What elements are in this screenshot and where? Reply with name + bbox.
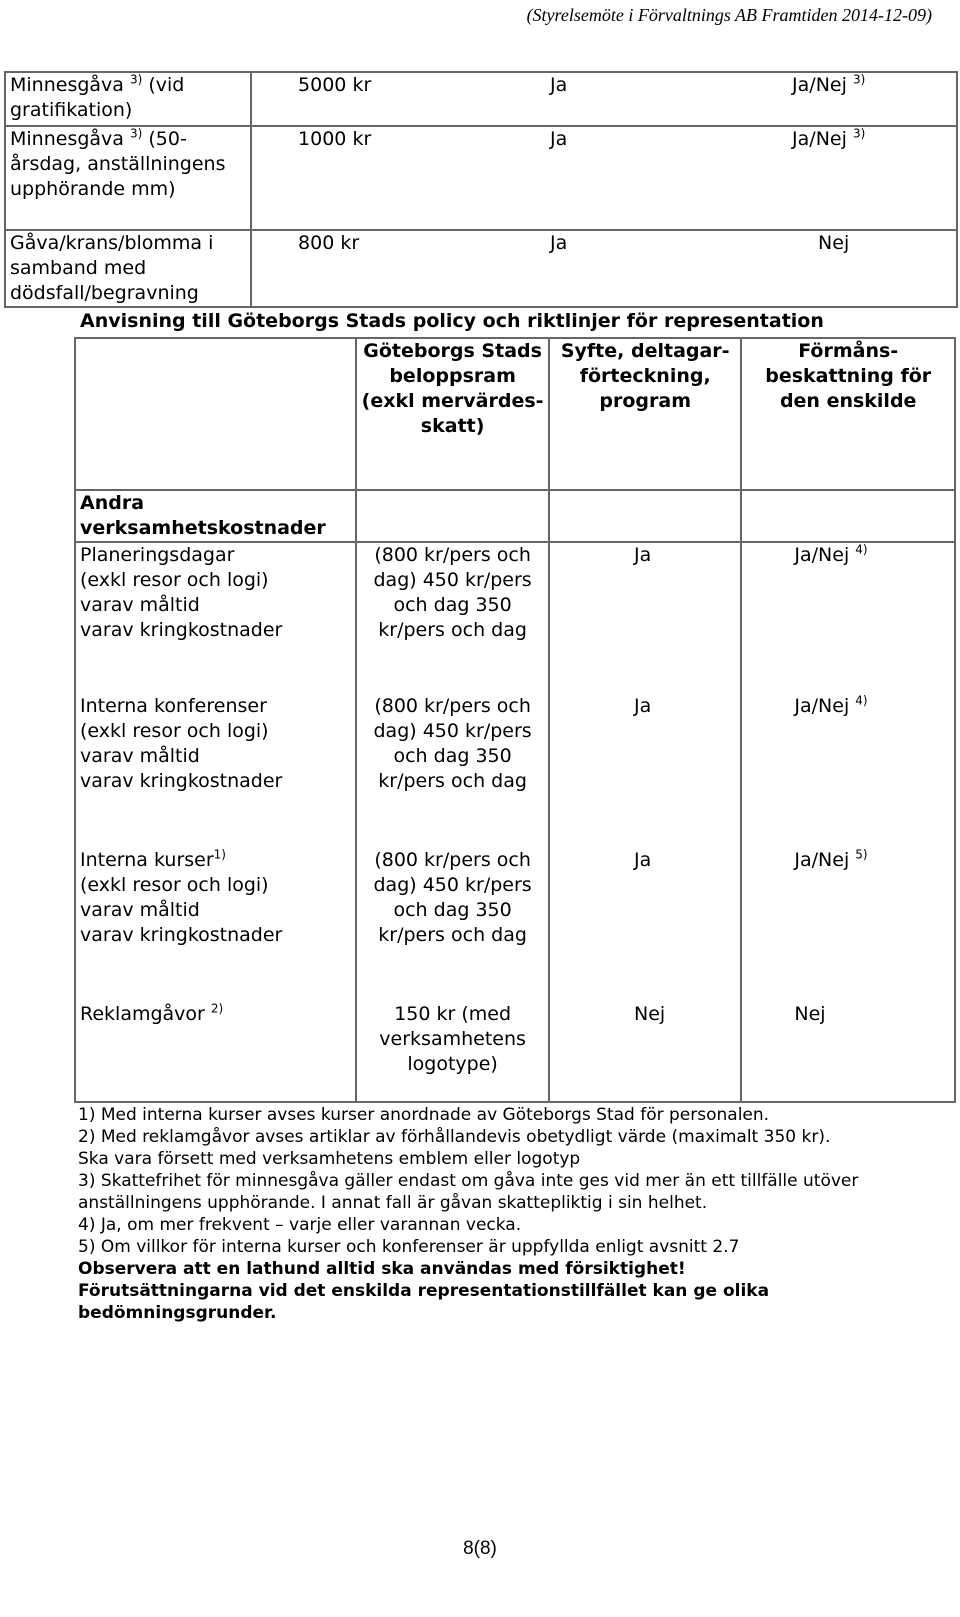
footnote: 2) Med reklamgåvor avses artiklar av förhållandevis obetydligt värde (maximalt 350 kr). [78, 1127, 831, 1147]
footnote: 3) Skattefrihet för minnesgåva gäller endast om gåva inte ges vid mer än ett tillfälle utöver anställningens upphörande. I annat fall är gåvan skattepliktig i sin helhet. [78, 1171, 859, 1213]
gift-label: Gåva/krans/blomma i samband med dödsfall/begravning [5, 230, 251, 307]
gift-amount: 800 kr [298, 232, 360, 254]
footnote: Ska vara försett med verksamhetens emblem eller logotyp [78, 1149, 581, 1169]
taxable-value: Ja/Nej $^{4)}$ [794, 693, 868, 717]
table-row [5, 230, 957, 307]
table-row [75, 848, 955, 1002]
gift-taxable: Ja/Nej $^{3)}$ [792, 72, 866, 96]
bold-note: Förutsättningarna vid det enskilda representationstillfället kan ge olika bedömningsgrunder. [78, 1281, 770, 1323]
bold-note: Observera att en lathund alltid ska användas med försiktighet! [78, 1259, 686, 1279]
purpose-value: Ja [634, 695, 652, 717]
gift-ja: Ja [550, 232, 568, 254]
purpose-value: Ja [634, 849, 652, 871]
footnote: 4) Ja, om mer frekvent – varje eller varannan vecka. [78, 1215, 522, 1235]
taxable-value: Nej [794, 1003, 826, 1025]
cost-amount: (800 kr/pers och dag) 450 kr/pers och dag 350 kr/pers och dag [356, 694, 549, 848]
representation-table [74, 337, 956, 1103]
table-row [75, 1002, 955, 1102]
gift-taxable: Nej [818, 232, 850, 254]
gift-table [4, 71, 958, 308]
cost-label: Reklamgåvor $^{2)}$ [75, 1002, 356, 1102]
footnotes [78, 1104, 948, 1324]
table-row [75, 694, 955, 848]
gift-label: Minnesgåva $^{3)}$ (vid gratifikation) [5, 72, 251, 126]
gift-taxable: Ja/Nej $^{3)}$ [792, 126, 866, 150]
cost-label: Interna konferenser (exkl resor och logi) varav måltid varav kringkostnader [75, 694, 356, 848]
section-title: Anvisning till Göteborgs Stads policy och riktlinjer för representation [80, 310, 824, 332]
cost-amount: 150 kr (med verksamhetens logotype) [356, 1002, 549, 1102]
purpose-value: Ja [634, 544, 652, 566]
footnote: 1) Med interna kurser avses kurser anordnade av Göteborgs Stad för personalen. [78, 1105, 770, 1125]
section-row [75, 490, 955, 542]
column-header: Syfte, deltagar-förteckning, program [549, 338, 741, 490]
gift-ja: Ja [550, 128, 568, 150]
gift-amount: 1000 kr [298, 128, 372, 150]
taxable-value: Ja/Nej $^{5)}$ [794, 847, 868, 871]
table-header-row [75, 338, 955, 490]
column-header: Förmåns-beskattning för den enskilde [741, 338, 955, 490]
taxable-value: Ja/Nej $^{4)}$ [794, 542, 868, 566]
purpose-value: Nej [634, 1003, 666, 1025]
cost-label: Planeringsdagar (exkl resor och logi) varav måltid varav kringkostnader [75, 542, 356, 694]
table-row [75, 542, 955, 694]
column-header: Göteborgs Stads beloppsram (exkl mervärdes-skatt) [356, 338, 549, 490]
page-number: 8(8) [463, 1538, 497, 1559]
table-row [5, 126, 957, 230]
footnote: 5) Om villkor för interna kurser och konferenser är uppfyllda enligt avsnitt 2.7 [78, 1237, 740, 1257]
gift-amount: 5000 kr [298, 74, 372, 96]
cost-label: Interna kurser$^{1)}$ (exkl resor och logi) varav måltid varav kringkostnader [75, 848, 356, 1002]
section-label: Andra verksamhetskostnader [75, 490, 356, 542]
table-row [5, 72, 957, 126]
cost-amount: (800 kr/pers och dag) 450 kr/pers och dag 350 kr/pers och dag [356, 542, 549, 694]
gift-ja: Ja [550, 74, 568, 96]
cost-amount: (800 kr/pers och dag) 450 kr/pers och dag 350 kr/pers och dag [356, 848, 549, 1002]
gift-label: Minnesgåva $^{3)}$ (50-årsdag, anställningens upphörande mm) [5, 126, 251, 230]
document-header: (Styrelsemöte i Förvaltnings AB Framtiden 2014-12-09) [526, 5, 932, 25]
